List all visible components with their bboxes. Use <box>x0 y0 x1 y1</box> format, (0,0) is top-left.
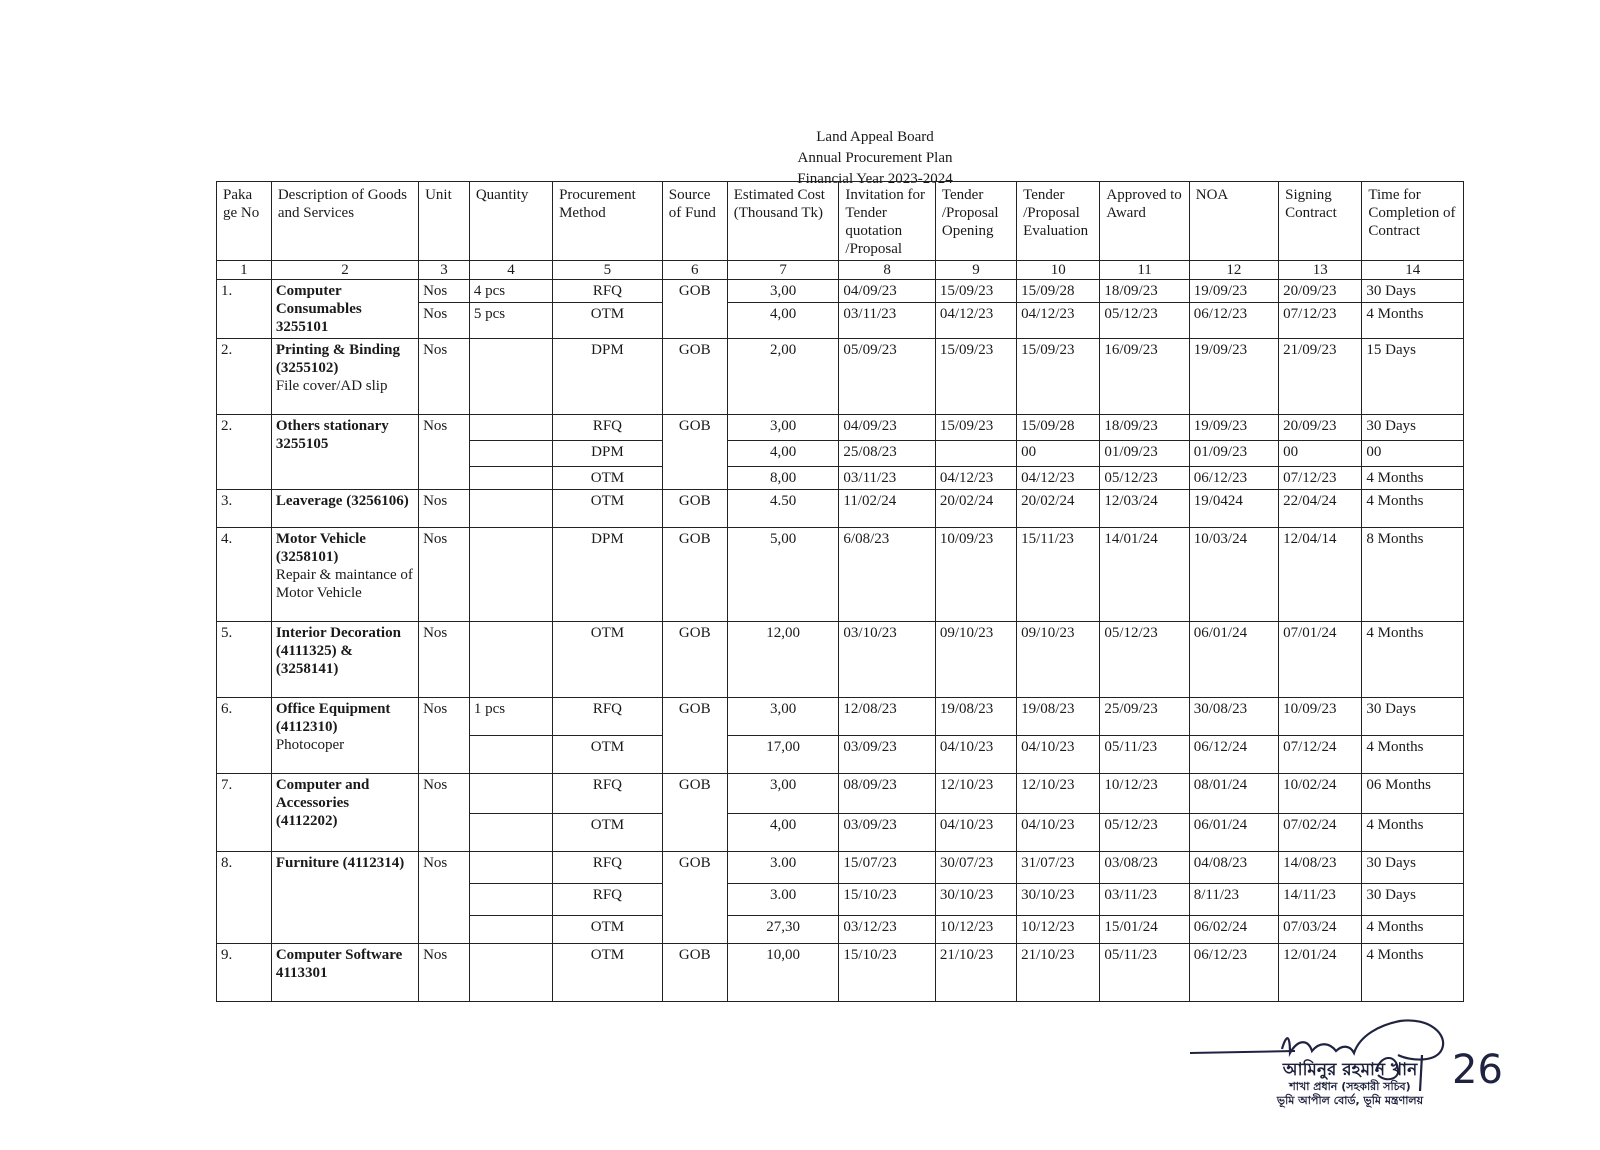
completion-time: 4 Months <box>1362 490 1464 528</box>
estimated-cost: 4,00 <box>727 303 839 339</box>
unit: Nos <box>419 415 470 490</box>
col-number: 11 <box>1100 261 1189 280</box>
quantity <box>469 814 552 852</box>
evaluation-date: 19/08/23 <box>1017 698 1100 736</box>
quantity <box>469 916 552 944</box>
procurement-method: DPM <box>553 441 663 467</box>
package-code: (3258101) <box>275 549 339 565</box>
col-header-noa: NOA <box>1189 182 1278 261</box>
invitation-date: 11/02/24 <box>839 490 935 528</box>
source-of-fund: GOB <box>662 774 727 852</box>
approval-date: 12/03/24 <box>1100 490 1189 528</box>
table-row <box>217 774 1464 814</box>
noa-date: 08/01/24 <box>1189 774 1278 814</box>
source-of-fund: GOB <box>662 490 727 528</box>
completion-time: 4 Months <box>1362 467 1464 490</box>
package-description <box>271 774 418 852</box>
opening-date: 04/12/23 <box>935 303 1016 339</box>
quantity <box>469 441 552 467</box>
signing-date: 20/09/23 <box>1279 280 1362 303</box>
col-number: 8 <box>839 261 935 280</box>
col-number: 14 <box>1362 261 1464 280</box>
opening-date: 15/09/23 <box>935 339 1016 415</box>
unit: Nos <box>419 774 470 852</box>
invitation-date: 03/09/23 <box>839 736 935 774</box>
package-description <box>271 280 418 339</box>
approval-date: 03/11/23 <box>1100 884 1189 916</box>
opening-date: 10/09/23 <box>935 528 1016 622</box>
quantity <box>469 622 552 698</box>
signing-date: 10/09/23 <box>1279 698 1362 736</box>
invitation-date: 08/09/23 <box>839 774 935 814</box>
completion-time: 4 Months <box>1362 814 1464 852</box>
unit: Nos <box>419 303 470 339</box>
package-number: 4. <box>217 528 272 622</box>
approval-date: 05/12/23 <box>1100 303 1189 339</box>
package-description <box>271 528 418 622</box>
package-code: (3256106) <box>346 493 409 509</box>
signing-date: 12/04/14 <box>1279 528 1362 622</box>
invitation-date: 03/12/23 <box>839 916 935 944</box>
table-row <box>217 339 1464 415</box>
package-description <box>271 944 418 1002</box>
procurement-method: DPM <box>553 339 663 415</box>
approval-date: 18/09/23 <box>1100 415 1189 441</box>
evaluation-date: 09/10/23 <box>1017 622 1100 698</box>
quantity <box>469 852 552 884</box>
package-title: Office Equipment <box>275 701 391 717</box>
approval-date: 05/11/23 <box>1100 944 1189 1002</box>
signing-date: 07/12/24 <box>1279 736 1362 774</box>
estimated-cost: 10,00 <box>727 944 839 1002</box>
table-row <box>217 280 1464 303</box>
signatory-designation: শাখা প্রধান (সহকারী সচিব) <box>1289 1080 1411 1093</box>
estimated-cost: 27,30 <box>727 916 839 944</box>
estimated-cost: 4,00 <box>727 814 839 852</box>
approval-date: 05/12/23 <box>1100 467 1189 490</box>
table-row <box>217 698 1464 736</box>
completion-time: 15 Days <box>1362 339 1464 415</box>
signature-stamp <box>1225 1060 1475 1108</box>
opening-date: 30/10/23 <box>935 884 1016 916</box>
unit: Nos <box>419 280 470 303</box>
col-header-unit: Unit <box>419 182 470 261</box>
invitation-date: 03/10/23 <box>839 622 935 698</box>
col-number: 12 <box>1189 261 1278 280</box>
col-number: 10 <box>1017 261 1100 280</box>
opening-date <box>935 441 1016 467</box>
invitation-date: 15/10/23 <box>839 884 935 916</box>
col-header-approved: Approved to Award <box>1100 182 1189 261</box>
procurement-plan-table <box>216 181 1464 1002</box>
package-title: Interior Decoration <box>275 625 401 641</box>
completion-time: 4 Months <box>1362 303 1464 339</box>
noa-date: 8/11/23 <box>1189 884 1278 916</box>
package-number: 2. <box>217 415 272 490</box>
package-code: 4113301 <box>275 965 328 981</box>
signing-date: 12/01/24 <box>1279 944 1362 1002</box>
evaluation-date: 15/09/28 <box>1017 415 1100 441</box>
source-of-fund: GOB <box>662 698 727 774</box>
noa-date: 30/08/23 <box>1189 698 1278 736</box>
unit: Nos <box>419 339 470 415</box>
col-header-description: Description of Goods and Services <box>271 182 418 261</box>
noa-date: 01/09/23 <box>1189 441 1278 467</box>
quantity: 5 pcs <box>469 303 552 339</box>
quantity: 4 pcs <box>469 280 552 303</box>
noa-date: 06/02/24 <box>1189 916 1278 944</box>
quantity <box>469 884 552 916</box>
noa-date: 06/01/24 <box>1189 622 1278 698</box>
evaluation-date: 12/10/23 <box>1017 774 1100 814</box>
estimated-cost: 4.50 <box>727 490 839 528</box>
package-title: Motor Vehicle <box>275 531 366 547</box>
col-header-quantity: Quantity <box>469 182 552 261</box>
col-number: 1 <box>217 261 272 280</box>
evaluation-date: 04/10/23 <box>1017 736 1100 774</box>
estimated-cost: 3,00 <box>727 415 839 441</box>
approval-date: 18/09/23 <box>1100 280 1189 303</box>
completion-time: 30 Days <box>1362 884 1464 916</box>
quantity <box>469 415 552 441</box>
evaluation-date: 21/10/23 <box>1017 944 1100 1002</box>
estimated-cost: 3,00 <box>727 774 839 814</box>
signing-date: 20/09/23 <box>1279 415 1362 441</box>
signing-date: 21/09/23 <box>1279 339 1362 415</box>
noa-date: 10/03/24 <box>1189 528 1278 622</box>
unit: Nos <box>419 528 470 622</box>
approval-date: 10/12/23 <box>1100 774 1189 814</box>
unit: Nos <box>419 622 470 698</box>
procurement-method: RFQ <box>553 415 663 441</box>
estimated-cost: 3,00 <box>727 280 839 303</box>
table-row <box>217 622 1464 698</box>
invitation-date: 6/08/23 <box>839 528 935 622</box>
col-number: 7 <box>727 261 839 280</box>
package-code: (4112314) <box>342 855 405 871</box>
approval-date: 01/09/23 <box>1100 441 1189 467</box>
signing-date: 10/02/24 <box>1279 774 1362 814</box>
procurement-method: RFQ <box>553 774 663 814</box>
fiscal-year: Financial Year 2023-2024 <box>797 171 953 187</box>
approval-date: 05/12/23 <box>1100 622 1189 698</box>
opening-date: 15/09/23 <box>935 280 1016 303</box>
noa-date: 19/09/23 <box>1189 280 1278 303</box>
package-number: 6. <box>217 698 272 774</box>
evaluation-date: 31/07/23 <box>1017 852 1100 884</box>
table-row <box>217 852 1464 884</box>
package-description <box>271 415 418 490</box>
opening-date: 21/10/23 <box>935 944 1016 1002</box>
completion-time: 4 Months <box>1362 622 1464 698</box>
package-title: Computer and Accessories <box>275 777 370 811</box>
signing-date: 22/04/24 <box>1279 490 1362 528</box>
invitation-date: 03/11/23 <box>839 467 935 490</box>
noa-date: 06/12/24 <box>1189 736 1278 774</box>
col-header-signing: Signing Contract <box>1279 182 1362 261</box>
col-header-completion: Time for Completion of Contract <box>1362 182 1464 261</box>
source-of-fund: GOB <box>662 415 727 490</box>
signing-date: 07/01/24 <box>1279 622 1362 698</box>
completion-time: 4 Months <box>1362 736 1464 774</box>
estimated-cost: 2,00 <box>727 339 839 415</box>
col-header-package: Paka ge No <box>217 182 272 261</box>
completion-time: 00 <box>1362 441 1464 467</box>
evaluation-date: 10/12/23 <box>1017 916 1100 944</box>
evaluation-date: 15/09/23 <box>1017 339 1100 415</box>
evaluation-date: 04/12/23 <box>1017 467 1100 490</box>
procurement-method: OTM <box>553 303 663 339</box>
quantity <box>469 774 552 814</box>
invitation-date: 15/10/23 <box>839 944 935 1002</box>
procurement-method: OTM <box>553 490 663 528</box>
completion-time: 06 Months <box>1362 774 1464 814</box>
evaluation-date: 20/02/24 <box>1017 490 1100 528</box>
source-of-fund: GOB <box>662 852 727 944</box>
package-code: 3255101 <box>275 319 329 335</box>
package-code: (3255102) <box>275 360 339 376</box>
table-row <box>217 944 1464 1002</box>
invitation-date: 04/09/23 <box>839 280 935 303</box>
table-row <box>217 490 1464 528</box>
opening-date: 10/12/23 <box>935 916 1016 944</box>
unit: Nos <box>419 490 470 528</box>
quantity <box>469 339 552 415</box>
completion-time: 4 Months <box>1362 916 1464 944</box>
table-row <box>217 415 1464 441</box>
col-header-opening: Tender /Proposal Opening <box>935 182 1016 261</box>
signatory-office: ভূমি আপীল বোর্ড, ভূমি মন্ত্রণালয় <box>1276 1094 1424 1107</box>
opening-date: 15/09/23 <box>935 415 1016 441</box>
approval-date: 05/12/23 <box>1100 814 1189 852</box>
package-number: 7. <box>217 774 272 852</box>
package-description <box>271 490 418 528</box>
estimated-cost: 8,00 <box>727 467 839 490</box>
evaluation-date: 15/09/28 <box>1017 280 1100 303</box>
evaluation-date: 04/10/23 <box>1017 814 1100 852</box>
opening-date: 19/08/23 <box>935 698 1016 736</box>
package-number: 5. <box>217 622 272 698</box>
column-number-row <box>217 261 1464 280</box>
source-of-fund: GOB <box>662 944 727 1002</box>
evaluation-date: 00 <box>1017 441 1100 467</box>
package-description <box>271 698 418 774</box>
organization-name: Land Appeal Board <box>816 129 934 145</box>
noa-date: 06/12/23 <box>1189 944 1278 1002</box>
noa-date: 04/08/23 <box>1189 852 1278 884</box>
approval-date: 05/11/23 <box>1100 736 1189 774</box>
unit: Nos <box>419 944 470 1002</box>
invitation-date: 04/09/23 <box>839 415 935 441</box>
col-header-invitation: Invitation for Tender quotation /Proposal <box>839 182 935 261</box>
quantity <box>469 736 552 774</box>
package-title: Furniture <box>275 855 339 871</box>
package-number: 9. <box>217 944 272 1002</box>
package-number: 3. <box>217 490 272 528</box>
signing-date: 00 <box>1279 441 1362 467</box>
quantity <box>469 490 552 528</box>
quantity: 1 pcs <box>469 698 552 736</box>
evaluation-date: 04/12/23 <box>1017 303 1100 339</box>
signing-date: 07/12/23 <box>1279 303 1362 339</box>
unit: Nos <box>419 698 470 774</box>
col-header-cost: Estimated Cost (Thousand Tk) <box>727 182 839 261</box>
completion-time: 30 Days <box>1362 698 1464 736</box>
table-body <box>217 280 1464 1002</box>
noa-date: 19/09/23 <box>1189 415 1278 441</box>
signature-date-mark: 26 <box>1452 1047 1503 1093</box>
completion-time: 8 Months <box>1362 528 1464 622</box>
source-of-fund: GOB <box>662 280 727 339</box>
estimated-cost: 5,00 <box>727 528 839 622</box>
invitation-date: 03/09/23 <box>839 814 935 852</box>
estimated-cost: 3,00 <box>727 698 839 736</box>
opening-date: 04/10/23 <box>935 814 1016 852</box>
invitation-date: 15/07/23 <box>839 852 935 884</box>
procurement-method: RFQ <box>553 280 663 303</box>
noa-date: 06/12/23 <box>1189 303 1278 339</box>
signing-date: 07/12/23 <box>1279 467 1362 490</box>
approval-date: 03/08/23 <box>1100 852 1189 884</box>
package-title: Others stationary <box>275 418 389 434</box>
col-number: 9 <box>935 261 1016 280</box>
table-row <box>217 528 1464 622</box>
approval-date: 25/09/23 <box>1100 698 1189 736</box>
source-of-fund: GOB <box>662 339 727 415</box>
package-code: (4112310) <box>275 719 338 735</box>
estimated-cost: 4,00 <box>727 441 839 467</box>
quantity <box>469 467 552 490</box>
opening-date: 04/12/23 <box>935 467 1016 490</box>
package-title: Printing & Binding <box>275 342 401 358</box>
opening-date: 04/10/23 <box>935 736 1016 774</box>
col-header-source: Source of Fund <box>662 182 727 261</box>
col-header-method: Procurement Method <box>553 182 663 261</box>
package-title: Computer Consumables <box>275 283 362 317</box>
package-description <box>271 852 418 944</box>
procurement-method: OTM <box>553 944 663 1002</box>
invitation-date: 12/08/23 <box>839 698 935 736</box>
noa-date: 06/12/23 <box>1189 467 1278 490</box>
package-code: (4112202) <box>275 813 338 829</box>
procurement-method: RFQ <box>553 852 663 884</box>
estimated-cost: 3.00 <box>727 884 839 916</box>
quantity <box>469 528 552 622</box>
source-of-fund: GOB <box>662 622 727 698</box>
procurement-method: OTM <box>553 736 663 774</box>
col-header-evaluation: Tender /Proposal Evaluation <box>1017 182 1100 261</box>
procurement-method: RFQ <box>553 884 663 916</box>
package-note: Repair & maintance of Motor Vehicle <box>275 567 413 601</box>
estimated-cost: 3.00 <box>727 852 839 884</box>
quantity <box>469 944 552 1002</box>
signatory-name: আমিনুর রহমান খান <box>1282 1060 1418 1080</box>
package-number: 1. <box>217 280 272 339</box>
signing-date: 14/08/23 <box>1279 852 1362 884</box>
unit: Nos <box>419 852 470 944</box>
package-number: 8. <box>217 852 272 944</box>
signing-date: 07/03/24 <box>1279 916 1362 944</box>
procurement-method: OTM <box>553 622 663 698</box>
opening-date: 09/10/23 <box>935 622 1016 698</box>
col-number: 6 <box>662 261 727 280</box>
package-note: Photocoper <box>275 737 345 753</box>
opening-date: 12/10/23 <box>935 774 1016 814</box>
approval-date: 16/09/23 <box>1100 339 1189 415</box>
col-number: 4 <box>469 261 552 280</box>
package-description <box>271 622 418 698</box>
package-code: 3255105 <box>275 436 329 452</box>
invitation-date: 03/11/23 <box>839 303 935 339</box>
estimated-cost: 17,00 <box>727 736 839 774</box>
package-note: File cover/AD slip <box>275 378 388 394</box>
evaluation-date: 30/10/23 <box>1017 884 1100 916</box>
noa-date: 19/09/23 <box>1189 339 1278 415</box>
col-number: 5 <box>553 261 663 280</box>
evaluation-date: 15/11/23 <box>1017 528 1100 622</box>
completion-time: 30 Days <box>1362 280 1464 303</box>
plan-title: Annual Procurement Plan <box>797 150 953 166</box>
package-code: (4111325) & (3258141) <box>275 643 353 677</box>
package-title: Leaverage <box>275 493 343 509</box>
header-row <box>217 182 1464 261</box>
invitation-date: 05/09/23 <box>839 339 935 415</box>
package-description <box>271 339 418 415</box>
col-number: 3 <box>419 261 470 280</box>
procurement-method: OTM <box>553 916 663 944</box>
procurement-method: RFQ <box>553 698 663 736</box>
opening-date: 20/02/24 <box>935 490 1016 528</box>
col-number: 13 <box>1279 261 1362 280</box>
col-number: 2 <box>271 261 418 280</box>
invitation-date: 25/08/23 <box>839 441 935 467</box>
signing-date: 07/02/24 <box>1279 814 1362 852</box>
signing-date: 14/11/23 <box>1279 884 1362 916</box>
package-title: Computer Software <box>275 947 403 963</box>
completion-time: 30 Days <box>1362 852 1464 884</box>
noa-date: 06/01/24 <box>1189 814 1278 852</box>
approval-date: 15/01/24 <box>1100 916 1189 944</box>
approval-date: 14/01/24 <box>1100 528 1189 622</box>
procurement-method: OTM <box>553 814 663 852</box>
completion-time: 30 Days <box>1362 415 1464 441</box>
completion-time: 4 Months <box>1362 944 1464 1002</box>
source-of-fund: GOB <box>662 528 727 622</box>
procurement-method: OTM <box>553 467 663 490</box>
noa-date: 19/0424 <box>1189 490 1278 528</box>
procurement-method: DPM <box>553 528 663 622</box>
package-number: 2. <box>217 339 272 415</box>
opening-date: 30/07/23 <box>935 852 1016 884</box>
estimated-cost: 12,00 <box>727 622 839 698</box>
